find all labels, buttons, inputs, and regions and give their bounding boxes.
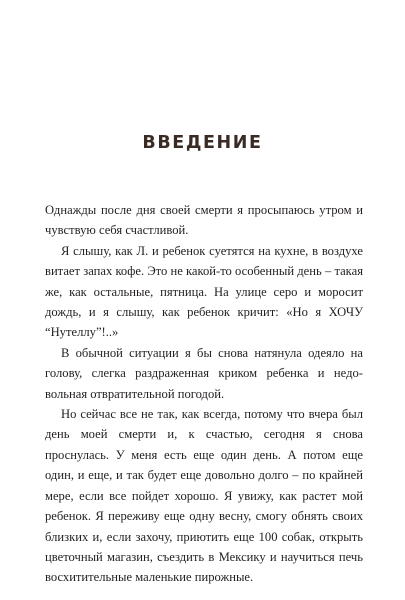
paragraph-4: Но сейчас все не так, как всегда, потому что вчера был день моей смерти и, к счастью, сегодня я снова проснулась. У меня есть еще один день. А потом еще один, и еще, и так будет еще довольно долго – по крайней мере, если все пойдет хорошо. Я увижу, как растет мой ребенок. Я переживу еще одну весну, смогу обнять своих близких и, если захочу, приютить еще 100 собак, открыть цветочный магазин, съездить в Мексику и научиться печь восхитительные маленькие пирожные. <box>45 407 363 585</box>
paragraph-3: В обычной ситуации я бы снова натянула одеяло на голову, слегка раздраженная криком ребенка и недовольная отвратительной погодой. <box>45 345 363 401</box>
chapter-title: ВВЕДЕНИЕ <box>142 133 263 153</box>
chapter-body <box>45 200 363 588</box>
paragraph-2: Я слышу, как Л. и ребенок суетятся на кухне, в воздухе витает запах кофе. Это не какой-то особенный день – такая же, как остальные, пятница. На улице серо и моросит дождь, и я слышу, как ребенок кричит: «Но я ХОЧУ “Нутеллу”!..» <box>45 243 363 340</box>
paragraph-1: Однажды после дня своей смерти я просыпаюсь утром и чувствую себя счастливой. <box>45 203 363 238</box>
